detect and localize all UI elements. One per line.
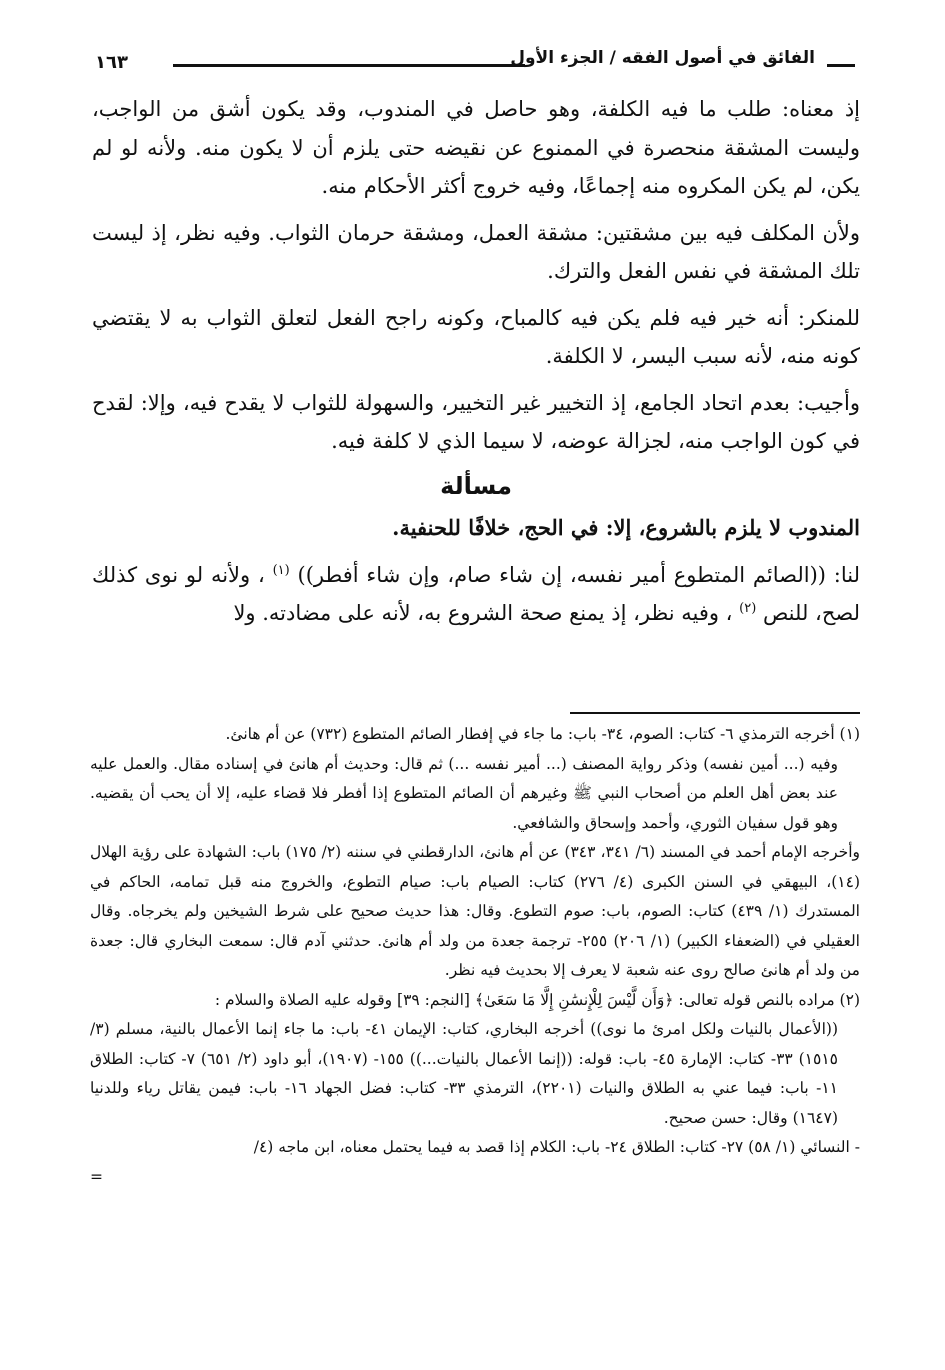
paragraph-1: إذ معناه: طلب ما فيه الكلفة، وهو حاصل في المندوب، وقد يكون أشق من الواجب، وليست المشقة منحصرة في الممنوع عن نقيضه حتى يلزم أن لا يكون منه. ولأنه لو لم يكن، لم يكن المكروه منه إجماعًا، وفيه خروج أكثر الأحكام منه. (92, 97, 860, 198)
main-text (92, 90, 860, 633)
paragraph-6-part-c: ، وفيه نظر، إذ يمنع صحة الشروع به، لأنه على مضادته. ولا (233, 601, 740, 625)
page-number: ١٦٣ (95, 52, 128, 73)
running-header (95, 42, 855, 82)
footnote-1-paragraph-2: وفيه (... أمين نفسه) وذكر رواية المصنف (... أمير نفسه ...) ثم قال: وحديث أم هانئ في إسناده مقال. والعمل عليه عند بعض أهل العلم من أصحاب النبي ﷺ وغيرهم أن الصائم المتطوع إذا أفطر فلا قضاء عليه، إلا أن يحب أن يقضيه. وهو قول سفيان الثوري، وأحمد وإسحاق والشافعي. (90, 754, 838, 832)
footnote-1-line-1: (١) أخرجه الترمذي ٦- كتاب: الصوم، ٣٤- باب: ما جاء في إفطار الصائم المتطوع (٧٣٢) عن أم هانئ. (225, 725, 860, 743)
book-title: الفائق في أصول الفقه / الجزء الأول (510, 48, 815, 68)
paragraph-4: وأجيب: بعدم اتحاد الجامع، إذ التخيير غير التخيير، والسهولة للثواب لا يقدح فيه، وإلا: لقدح في كون الواجب منه، لجزالة عوضه، لا سيما الذي لا كلفة فيه. (92, 390, 860, 453)
footnotes (90, 720, 860, 1192)
header-dash (827, 64, 855, 67)
footnote-2-paragraph-3: - النسائي (١/ ٥٨) ٢٧- كتاب: الطلاق ٢٤- باب: الكلام إذا قصد به فيما يحتمل معناه، ابن ماجه (٤/ (253, 1138, 860, 1156)
footnote-separator (570, 712, 860, 714)
paragraph-5: المندوب لا يلزم بالشروع، إلا: في الحج، خلافًا للحنفية. (392, 515, 860, 540)
paragraph-3: للمنكر: أنه خير فيه فلم يكن فيه كالمباح، وكونه راجح الفعل لتعلق الثواب به لا يقتضي كونه منه، لأنه سبب اليسر، لا الكلفة. (92, 305, 860, 368)
paragraph-6 (92, 556, 860, 633)
header-rule (173, 64, 525, 67)
section-title: مسألة (440, 471, 512, 500)
footnote-ref-1[interactable]: (١) (272, 562, 290, 578)
footnote-1-paragraph-3: وأخرجه الإمام أحمد في المسند (٦/ ٣٤١، ٣٤٣) عن أم هانئ، الدارقطني في سننه (٢/ ١٧٥) باب: الشهادة على رؤية الهلال (١٤)، البيهقي في السنن الكبرى (٤/ ٢٧٦) كتاب: الصيام باب: صيام التطوع، والخروج منه قبل تمامه، الحاكم في المستدرك (١/ ٤٣٩) كتاب: الصوم، باب: صوم التطوع. وقال: هذا حديث صحيح على شرط الشيخين ولم يخرجاه. وقال العقيلي في (الضعفاء الكبير) (١/ ٢٠٦) ٢٥٥- ترجمة جعدة من ولد أم هانئ. حدثني آدم قال: سمعت البخاري قال: جعدة من ولد أم هانئ صالح روى عنه شعبة لا يعرف إلا بحديث فيه نظر. (90, 843, 861, 979)
footnote-ref-2[interactable]: (٢) (739, 601, 757, 616)
footnote-2-paragraph-2: ((الأعمال بالنيات ولكل امرئ ما نوى)) أخرجه البخاري، كتاب: الإيمان ٤١- باب: ما جاء إنما الأعمال بالنية، مسلم (٣/ ١٥١٥) ٣٣- كتاب: الإمارة ٤٥- باب: قوله: ((إنما الأعمال بالنيات...)) ١٥٥- (١٩٠٧)، أبو داود (٢/ ٦٥١) ٧- كتاب: الطلاق ١١- باب: فيما عني به الطلاق والنيات (٢٢٠١)، الترمذي ٣٣- كتاب: فضل الجهاد ١٦- باب: فيمن يقاتل رياء وللدنيا (١٦٤٧) وقال: حسن صحيح. (90, 1020, 839, 1127)
paragraph-2: ولأن المكلف فيه بين مشقتين: مشقة العمل، ومشقة حرمان الثواب. وفيه نظر، إذ ليست تلك المشقة في نفس الفعل والترك. (92, 220, 860, 283)
footnote-continuation-mark: = (90, 1167, 103, 1186)
footnote-2-line-1: (٢) مراده بالنص قوله تعالى: ﴿وَأَن لَّيْسَ لِلْإِنسَٰنِ إِلَّا مَا سَعَىٰ﴾ [النجم: ٣٩] وقوله عليه الصلاة والسلام : (214, 990, 860, 1009)
paragraph-6-part-a: لنا: ((الصائم المتطوع أمير نفسه، إن شاء صام، وإن شاء أفطر)) (289, 562, 860, 587)
paragraph-6-part-b: ، ولأنه لو نوى كذلك لصح، للنص (92, 562, 860, 625)
